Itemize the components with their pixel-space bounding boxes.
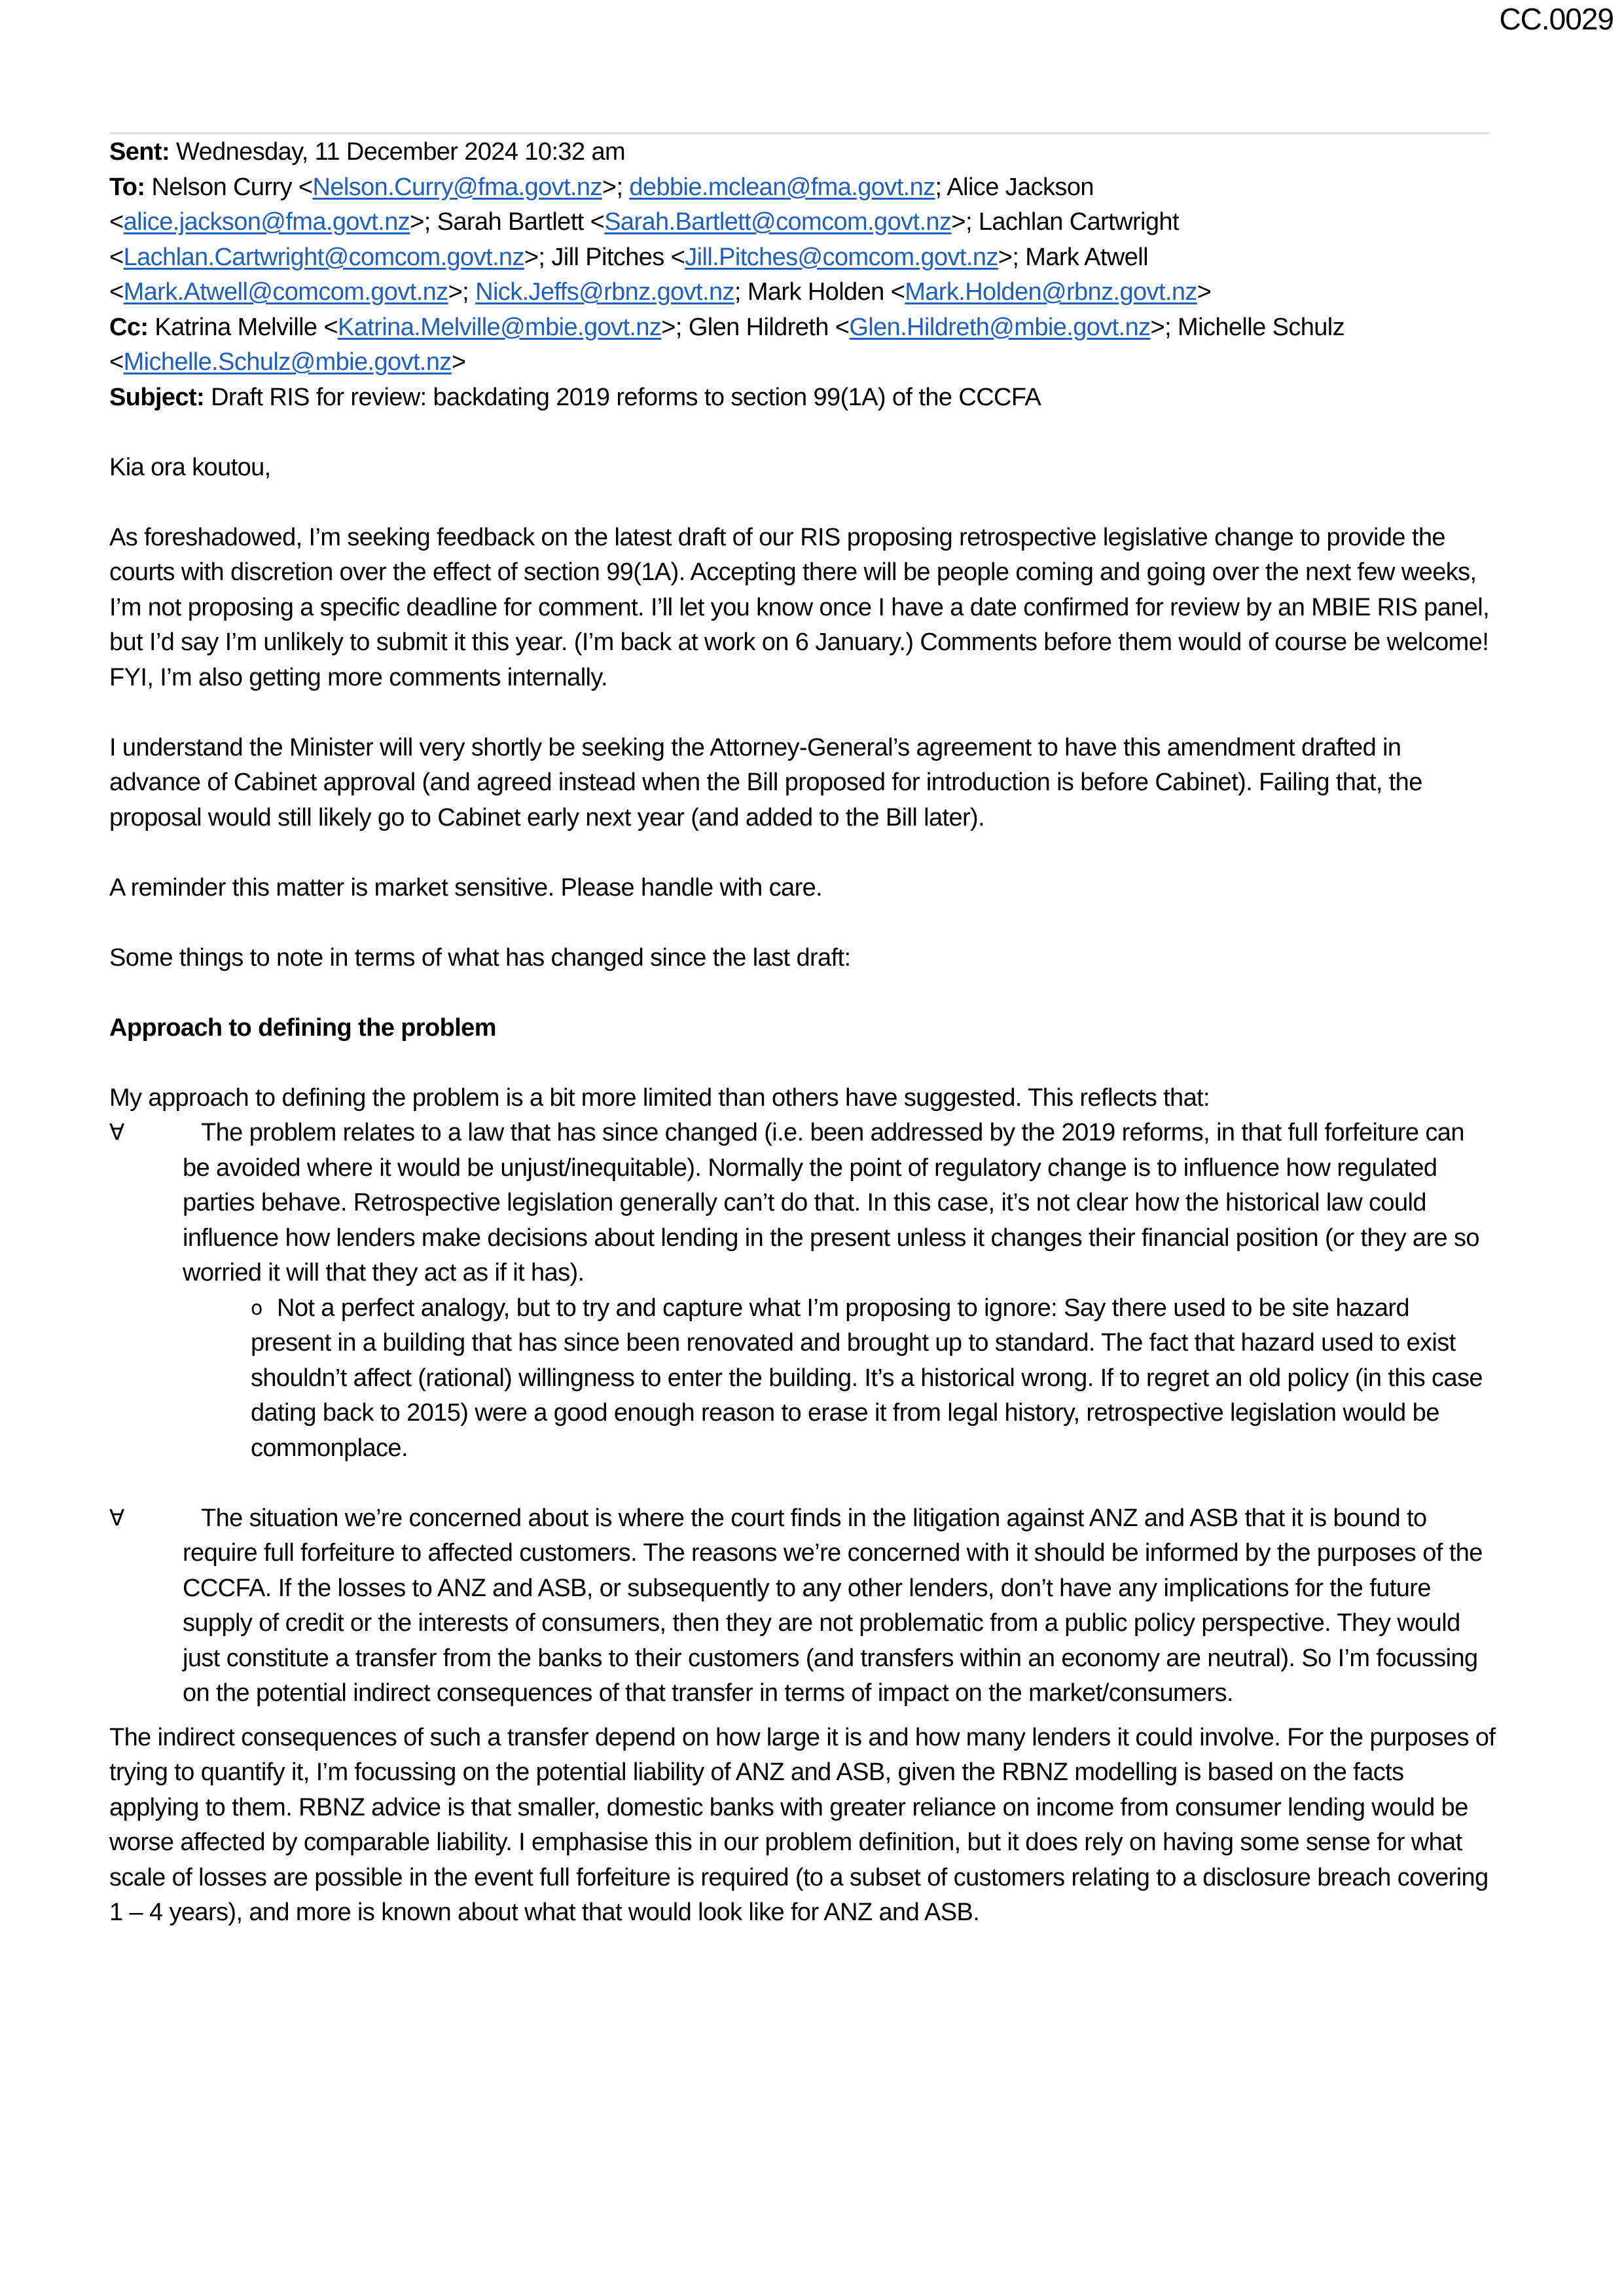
recipient-name: Sarah Bartlett [437,208,584,236]
to-line: To: Nelson Curry <Nelson.Curry@fma.govt.nz>; debbie.mclean@fma.govt.nz; Alice Jackson <alice.jackson@fma.govt.nz>; Sarah Bartlett <Sarah.Bartlett@comcom.govt.nz>; Lachlan Cartwright <Lachlan.Cartwright@comcom.govt.nz>; Jill Pitches <Jill.Pitches@comcom.govt.nz>; Mark Atwell <Mark.Atwell@comcom.govt.nz>; Nick.Jeffs@rbnz.govt.nz; Mark Holden <Mark.Holden@rbnz.govt.nz> [109,173,1212,306]
recipient-name: Alice Jackson [947,173,1094,201]
cc-name: Glen Hildreth [688,313,829,341]
recipient-name: Lachlan Cartwright [978,208,1179,236]
recipient-name: Mark Atwell [1025,243,1148,271]
recipient-email-link[interactable]: Nelson.Curry@fma.govt.nz [312,173,602,201]
cc-line: Cc: Katrina Melville <Katrina.Melville@mbie.govt.nz>; Glen Hildreth <Glen.Hildreth@mbie.govt.nz>; Michelle Schulz <Michelle.Schulz@mbie.govt.nz> [109,313,1345,376]
cc-email-link[interactable]: Katrina.Melville@mbie.govt.nz [338,313,662,341]
paragraph-changes-intro: Some things to note in terms of what has changed since the last draft: [109,943,851,972]
sub-bullet-item [109,1291,1497,1467]
to-label: To: [109,173,145,201]
recipient-email-link[interactable]: Mark.Atwell@comcom.govt.nz [123,278,448,306]
bullet-marker-icon: ∀ [109,1120,124,1146]
paragraph-market-sensitive: A reminder this matter is market sensitive. Please handle with care. [109,873,823,902]
subject-value: Draft RIS for review: backdating 2019 reforms to section 99(1A) of the CCCFA [211,383,1041,411]
header-divider [109,132,1489,134]
recipient-email-link[interactable]: Sarah.Bartlett@comcom.govt.nz [604,208,952,236]
cc-name: Katrina Melville [154,313,317,341]
bullet-item [109,1501,1497,1711]
greeting: Kia ora koutou, [109,453,271,481]
bullet-marker-icon: ∀ [109,1504,124,1531]
section-heading: Approach to defining the problem [109,1013,496,1042]
recipient-name: Mark Holden [747,278,884,306]
bullet-item [109,1116,1497,1291]
sent-value: Wednesday, 11 December 2024 10:32 am [175,138,626,166]
recipient-name: Jill Pitches [551,243,664,271]
subject-label: Subject: [109,383,205,411]
cc-email-link[interactable]: Michelle.Schulz@mbie.govt.nz [123,348,452,376]
sent-line [109,135,1497,170]
paragraph-minister: I understand the Minister will very shortly be seeking the Attorney-General’s agreement to have this amendment drafted in advance of Cabinet approval (and agreed instead when the Bill proposed for introduction is before Cabinet). Failing that, the proposal would still likely go to Cabinet early next year (and added to the Bill later). [109,733,1422,831]
sent-label: Sent: [109,138,170,166]
paragraph-feedback-request: As foreshadowed, I’m seeking feedback on the latest draft of our RIS proposing retrospective legislative change to provide the courts with discretion over the effect of section 99(1A). Accepting there will be people coming and going over the next few weeks, I’m not proposing a specific deadline for comment. I’ll let you know once I have a date confirmed for review by an MBIE RIS panel, but I’d say I’m unlikely to submit it this year. (I’m back at work on 6 January.) Comments before them would of course be welcome! FYI, I’m also getting more comments internally. [109,523,1490,691]
recipient-email-link[interactable]: Jill.Pitches@comcom.govt.nz [685,243,998,271]
recipient-email-link[interactable]: alice.jackson@fma.govt.nz [123,208,410,236]
bullet-text: The problem relates to a law that has since changed (i.e. been addressed by the 2019 reforms, in that full forfeiture can be avoided where it would be unjust/inequitable). Normally the point of regulatory change is to influence how regulated parties behave. Retrospective legislation generally can’t do that. In this case, it’s not clear how the historical law could influence how lenders make decisions about lending in the present unless it changes their financial position (or they are so worried it will that they act as if it has). [183,1119,1479,1286]
sub-bullet-text: Not a perfect analogy, but to try and capture what I’m proposing to ignore: Say there used to be site hazard present in a building that has since been renovated and brought up to standard. The fact that hazard used to exist shouldn’t affect (rational) willingness to enter the building. It’s a historical wrong. If to regret an old policy (in this case dating back to 2015) were a good enough reason to erase it from legal history, retrospective legislation would be commonplace. [251,1294,1483,1462]
recipient-name: Nelson Curry [151,173,292,201]
bullet-text: The situation we’re concerned about is where the court finds in the litigation against ANZ and ASB that it is bound to require full forfeiture to affected customers. The reasons we’re concerned with it should be informed by the purposes of the CCCFA. If the losses to ANZ and ASB, or subsequently to any other lenders, don’t have any implications for the future supply of credit or the interests of consumers, then they are not problematic from a public policy perspective. They would just constitute a transfer from the banks to their customers (and transfers within an economy are neutral). So I’m focussing on the potential indirect consequences of that transfer in terms of impact on the market/consumers. [183,1504,1483,1707]
recipient-email-link[interactable]: Mark.Holden@rbnz.govt.nz [905,278,1197,306]
recipient-email-link[interactable]: Nick.Jeffs@rbnz.govt.nz [475,278,734,306]
paragraph-indirect-consequences: The indirect consequences of such a transfer depend on how large it is and how many lenders it could involve. For the purposes of trying to quantify it, I’m focussing on the potential liability of ANZ and ASB, given the RBNZ modelling is based on the facts applying to them. RBNZ advice is that smaller, domestic banks with greater reliance on income from consumer lending would be worse affected by comparable liability. I emphasise this in our problem definition, but it does rely on having some sense for what scale of losses are possible in the event full forfeiture is required (to a subset of customers relating to a disclosure breach covering 1 – 4 years), and more is known about what that would look like for ANZ and ASB. [109,1723,1496,1926]
sub-bullet-marker-icon: o [251,1296,262,1320]
recipient-email-link[interactable]: debbie.mclean@fma.govt.nz [629,173,935,201]
cc-name: Michelle Schulz [1178,313,1345,341]
paragraph-approach: My approach to defining the problem is a bit more limited than others have suggested. This reflects that: [109,1084,1210,1112]
cc-label: Cc: [109,313,149,341]
document-id: CC.0029 [1499,2,1614,36]
email-header [109,135,1497,415]
recipient-email-link[interactable]: Lachlan.Cartwright@comcom.govt.nz [123,243,524,271]
cc-email-link[interactable]: Glen.Hildreth@mbie.govt.nz [849,313,1151,341]
subject-line [109,380,1497,416]
email-page [109,135,1497,1931]
